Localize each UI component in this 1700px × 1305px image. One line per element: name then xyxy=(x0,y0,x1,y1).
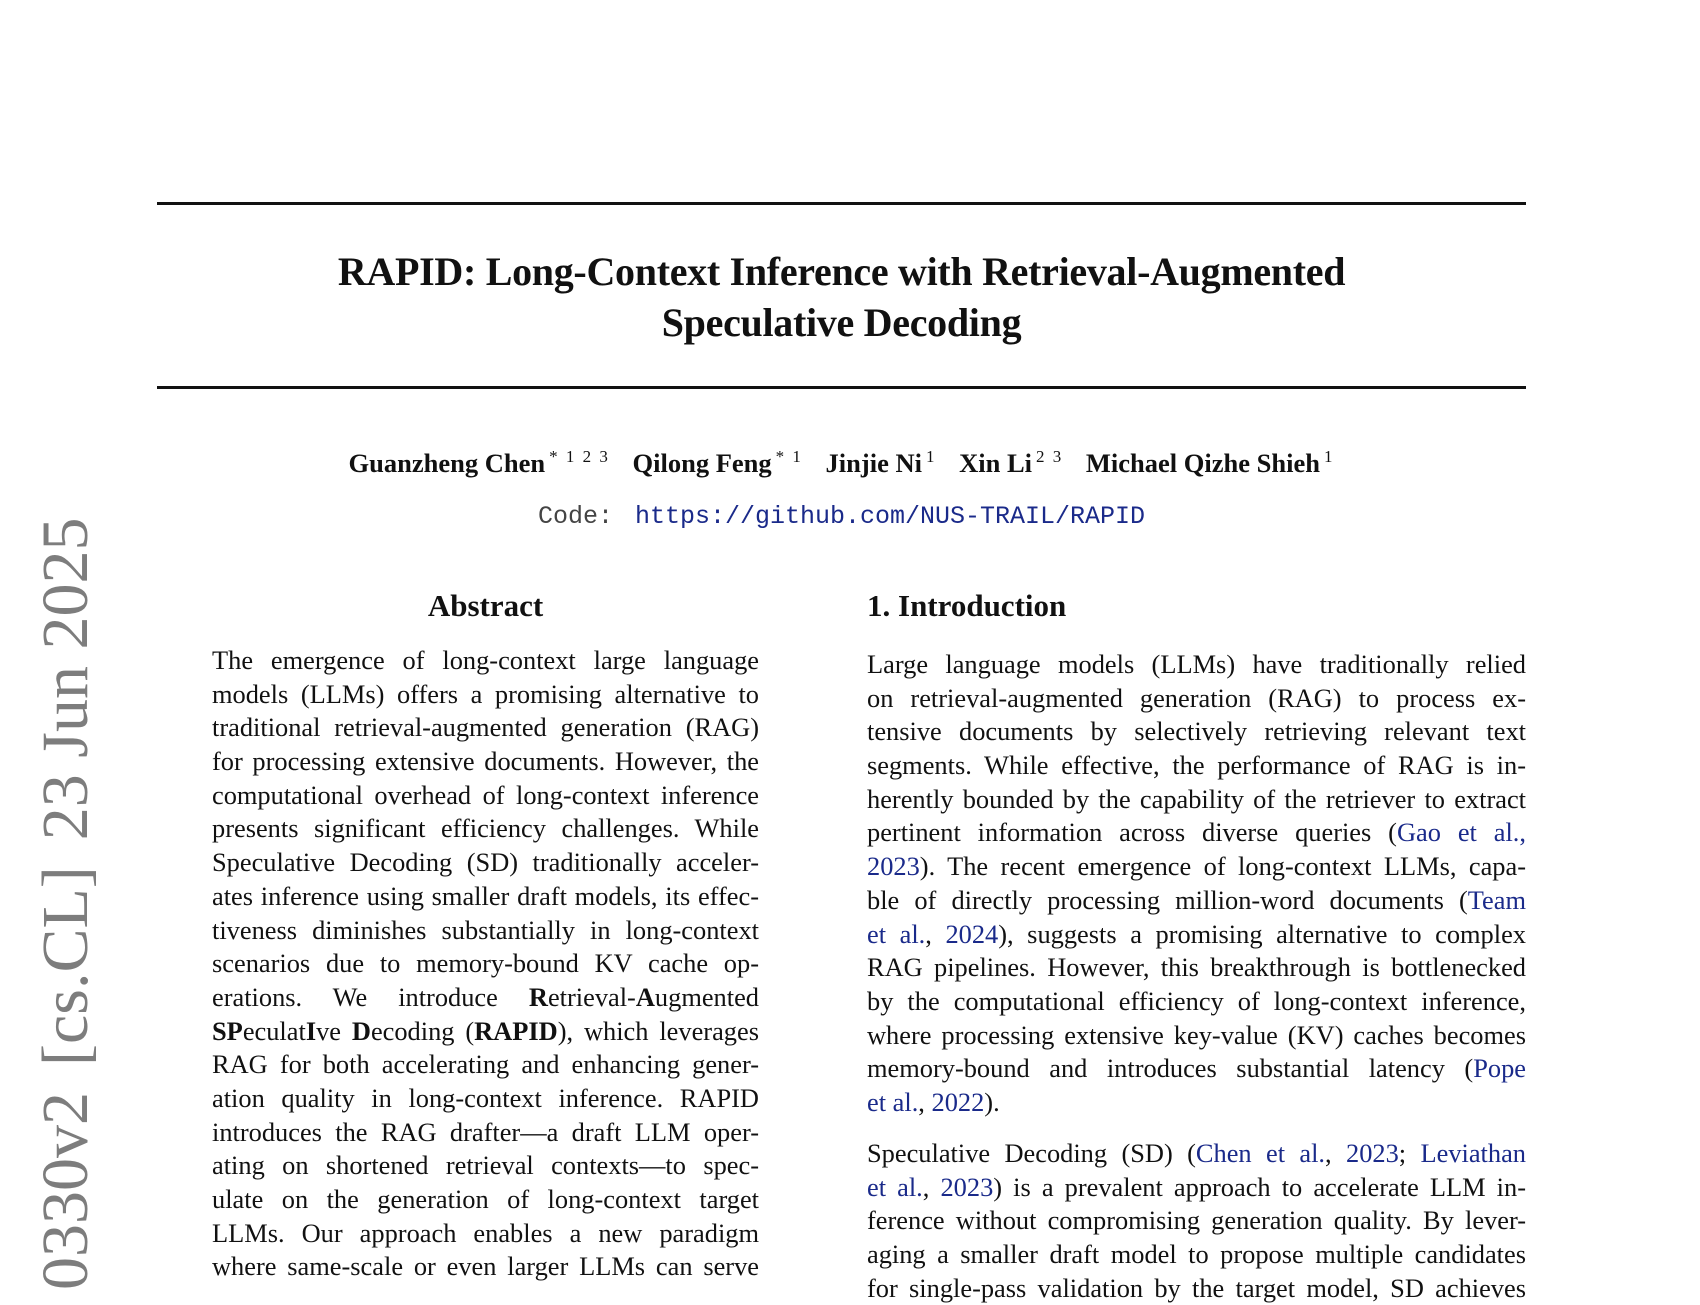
text-line: where same-scale or even larger LLMs can serve xyxy=(212,1251,759,1282)
citation-link[interactable]: Leviathan xyxy=(1420,1138,1526,1168)
text-line: computational overhead of long-context inference xyxy=(212,779,759,810)
text-line: RAG for both accelerating and enhancing gener- xyxy=(212,1049,759,1080)
title-bottom-rule xyxy=(157,386,1526,389)
text-line: tiveness diminishes substantially in long-context xyxy=(212,914,759,945)
author: Michael Qizhe Shieh $^1$ xyxy=(1085,447,1335,478)
author-affiliation: * 1 xyxy=(775,447,803,467)
author: Qilong Feng $^{* 1}$ xyxy=(632,447,803,478)
text-line: aging a smaller draft model to propose multiple candidates xyxy=(867,1239,1526,1270)
text-line: SPeculatIve Decoding (RAPID), which leverages xyxy=(212,1015,759,1046)
text-line: where processing extensive key-value (KV) caches becomes xyxy=(867,1019,1526,1050)
text-line: scenarios due to memory-bound KV cache op- xyxy=(212,948,759,979)
paper-title-line-1: RAPID: Long-Context Inference with Retrieval-Augmented xyxy=(337,249,1346,294)
intro-paragraph-2 xyxy=(867,1137,1526,1305)
citation-link[interactable]: 2023 xyxy=(867,851,920,882)
text-line: LLMs. Our approach enables a new paradigm xyxy=(212,1217,759,1248)
citation-link[interactable]: Chen et al. xyxy=(1195,1138,1326,1168)
paper-title-line-2: Speculative Decoding xyxy=(661,300,1022,345)
author-list xyxy=(157,448,1526,479)
abstract-heading: Abstract xyxy=(427,588,544,623)
citation-link[interactable]: et al. xyxy=(867,1086,919,1117)
arxiv-id: 0330v2 xyxy=(29,1092,102,1290)
text-line: et al., 2024), suggests a promising alternative to complex xyxy=(867,918,1526,949)
author-affiliation: 1 xyxy=(925,447,937,467)
text-line: ating on shortened retrieval contexts—to spec- xyxy=(212,1150,759,1181)
text-line: RAG pipelines. However, this breakthrough is bottlenecked xyxy=(867,952,1526,983)
text-line: pertinent information across diverse queries (Gao et al., xyxy=(867,817,1526,848)
author-affiliation: * 1 2 3 xyxy=(549,447,610,467)
citation-link[interactable]: 2024 xyxy=(945,918,999,949)
text-line: introduces the RAG drafter—a draft LLM oper- xyxy=(212,1116,759,1147)
text-line: on retrieval-augmented generation (RAG) to process ex- xyxy=(867,682,1526,713)
text-line: 2023). The recent emergence of long-context LLMs, capa- xyxy=(867,851,1526,882)
section-heading-introduction: 1. Introduction xyxy=(867,588,1067,623)
text-line: ference without compromising generation quality. By lever- xyxy=(867,1205,1526,1236)
text-line: et al., 2022). xyxy=(867,1086,1000,1117)
text-line: ates inference using smaller draft models, its effec- xyxy=(212,880,759,911)
author: Xin Li $^{2 3}$ xyxy=(959,447,1064,478)
text-line: erations. We introduce Retrieval-Augmented xyxy=(212,981,759,1012)
text-line: by the computational efficiency of long-context inference, xyxy=(867,985,1526,1016)
text-line: ble of directly processing million-word documents (Team xyxy=(867,884,1526,915)
rapid-acronym: RAPID xyxy=(474,1015,558,1046)
arxiv-date: 23 Jun 2025 xyxy=(29,517,102,841)
citation-link[interactable]: 2023 xyxy=(1346,1138,1399,1168)
text-line: ulate on the generation of long-context target xyxy=(212,1184,759,1214)
citation-link[interactable]: et al. xyxy=(867,1171,923,1202)
text-line: presents significant efficiency challenges. While xyxy=(212,813,759,844)
code-line xyxy=(157,502,1526,531)
code-repo-link[interactable]: https://github.com/NUS-TRAIL/RAPID xyxy=(634,502,1146,531)
text-line: memory-bound and introduces substantial latency (Pope xyxy=(867,1053,1526,1084)
author: Guanzheng Chen $^{* 1 2 3}$ xyxy=(348,447,610,478)
intro-paragraph-1 xyxy=(867,648,1526,1120)
citation-link[interactable]: et al. xyxy=(867,918,926,949)
citation-link[interactable]: 2023 xyxy=(940,1171,994,1202)
author-affiliation: 1 xyxy=(1323,447,1335,467)
citation-link[interactable]: Team xyxy=(1467,884,1526,915)
abstract-body xyxy=(212,644,759,1284)
text-line: Speculative Decoding (SD) (Chen et al., 2023; Leviathan xyxy=(867,1138,1526,1168)
text-line: The emergence of long-context large language xyxy=(212,645,759,675)
code-label: Code: xyxy=(537,502,613,531)
text-line: segments. While effective, the performance of RAG is in- xyxy=(867,750,1526,781)
citation-link[interactable]: Pope xyxy=(1473,1053,1526,1084)
text-line: models (LLMs) offers a promising alternative to xyxy=(212,678,759,709)
title-top-rule xyxy=(157,202,1526,205)
text-line: Speculative Decoding (SD) traditionally acceler- xyxy=(212,847,759,878)
citation-link[interactable]: Gao et al., xyxy=(1396,817,1526,848)
text-line: Large language models (LLMs) have traditionally relied xyxy=(867,649,1526,679)
text-line: et al., 2023) is a prevalent approach to accelerate LLM in- xyxy=(867,1171,1526,1202)
text-line: for processing extensive documents. However, the xyxy=(212,746,759,777)
text-line: for single-pass validation by the target model, SD achieves xyxy=(867,1272,1526,1303)
arxiv-stamp xyxy=(29,492,102,1290)
author-affiliation: 2 3 xyxy=(1036,447,1064,467)
text-line: ation quality in long-context inference. RAPID xyxy=(212,1082,759,1113)
citation-link[interactable]: 2022 xyxy=(931,1086,985,1117)
paper-title xyxy=(157,246,1526,348)
arxiv-category: [cs.CL] xyxy=(29,866,102,1066)
text-line: tensive documents by selectively retrieving relevant text xyxy=(867,716,1526,747)
text-line: herently bounded by the capability of the retriever to extract xyxy=(867,783,1526,814)
author: Jinjie Ni $^1$ xyxy=(825,447,937,478)
text-line: traditional retrieval-augmented generation (RAG) xyxy=(212,712,759,743)
